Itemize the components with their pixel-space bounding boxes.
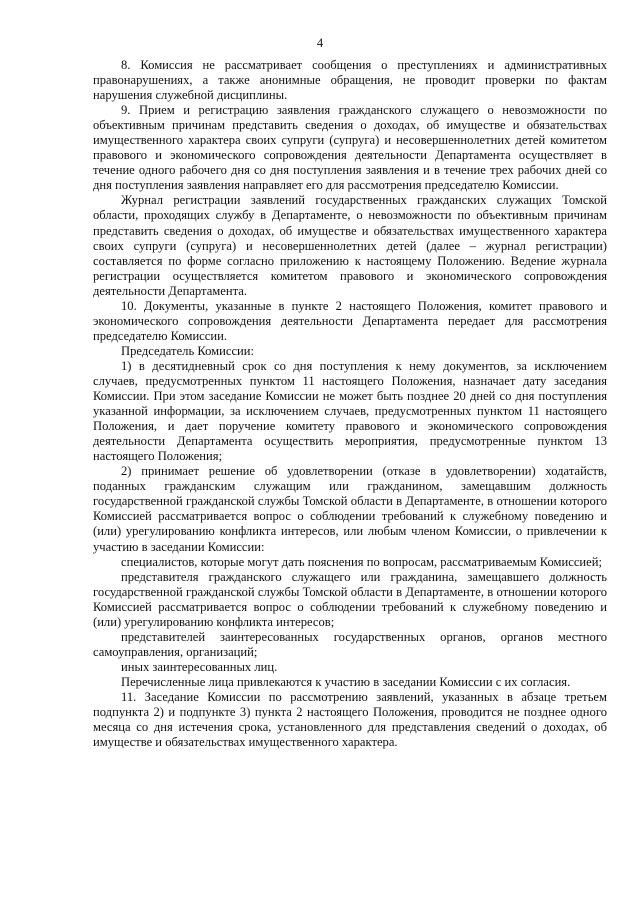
paragraph-item-8: 8. Комиссия не рассматривает сообщения о преступлениях и административных правонарушениях, а также анонимные обращения, не проводит проверки по фактам нарушения служебной дисциплины.	[93, 58, 607, 103]
paragraph-subitem-2: 2) принимает решение об удовлетворении (отказе в удовлетворении) ходатайств, поданных гражданским служащим или гражданином, замещавшим должность государственной гражданской службы Томской области в Департаменте, в отношении которого Комиссией рассматривается вопрос о соблюдении требований к служебному поведению и (или) урегулированию конфликта интересов, или любым членом Комиссии, о привлечении к участию в заседании Комиссии:	[93, 464, 607, 554]
paragraph-chairman-heading: Председатель Комиссии:	[121, 343, 255, 358]
page-number: 4	[316, 36, 324, 50]
paragraph-other-persons: иных заинтересованных лиц.	[121, 659, 278, 674]
paragraph-representative: представителя гражданского служащего или гражданина, замещавшего должность государственной гражданской службы Томской области в Департаменте, в отношении которого Комиссией рассматривается вопрос о соблюдении требований к служебному поведению и (или) урегулированию конфликта интересов;	[93, 569, 607, 629]
paragraph-agencies: представителей заинтересованных государственных органов, органов местного самоуправления, организаций;	[93, 629, 607, 659]
paragraph-item-9: 9. Прием и регистрацию заявления гражданского служащего о невозможности по объективным причинам представить сведения о доходах, об имуществе и обязательствах имущественного характера своих супруги (супруга) и несовершеннолетних детей комитетом правового и экономического сопровождения деятельности Департамента осуществляет в течение одного рабочего дня со дня поступления заявления и в течение трех рабочих дней со дня поступления заявления направляет его для рассмотрения председателю Комиссии.	[93, 103, 607, 193]
paragraph-subitem-1: 1) в десятидневный срок со дня поступления к нему документов, за исключением случаев, предусмотренных пунктом 11 настоящего Положения, назначает дату заседания Комиссии. При этом заседание Комиссии не может быть позднее 20 дней со дня поступления указанной информации, за исключением случаев, предусмотренных пунктом 11 настоящего Положения, и дает поручение комитету правового и экономического сопровождения деятельности Департамента осуществить мероприятия, предусмотренные пунктом 13 настоящего Положения;	[93, 358, 607, 464]
document-body	[93, 58, 607, 750]
paragraph-registration-journal: Журнал регистрации заявлений государственных гражданских служащих Томской области, проходящих службу в Департаменте, о невозможности по объективным причинам представить сведения о доходах, об имуществе и обязательствах имущественного характера своих супруги (супруга) и несовершеннолетних детей (далее – журнал регистрации) составляется по форме согласно приложению к настоящему Положению. Ведение журнала регистрации осуществляется комитетом правового и экономического сопровождения деятельности Департамента.	[93, 193, 607, 298]
paragraph-consent: Перечисленные лица привлекаются к участию в заседании Комиссии с их согласия.	[121, 674, 571, 689]
paragraph-item-11: 11. Заседание Комиссии по рассмотрению заявлений, указанных в абзаце третьем подпункта 2) и подпункте 3) пункта 2 настоящего Положения, проводится не позднее одного месяца со дня истечения срока, установленного для представления сведений о доходах, об имуществе и обязательствах имущественного характера.	[93, 689, 607, 750]
paragraph-specialists: специалистов, которые могут дать пояснения по вопросам, рассматриваемым Комиссией;	[121, 554, 602, 569]
paragraph-item-10: 10. Документы, указанные в пункте 2 настоящего Положения, комитет правового и экономического сопровождения деятельности Департамента передает для рассмотрения председателю Комиссии.	[93, 298, 607, 343]
